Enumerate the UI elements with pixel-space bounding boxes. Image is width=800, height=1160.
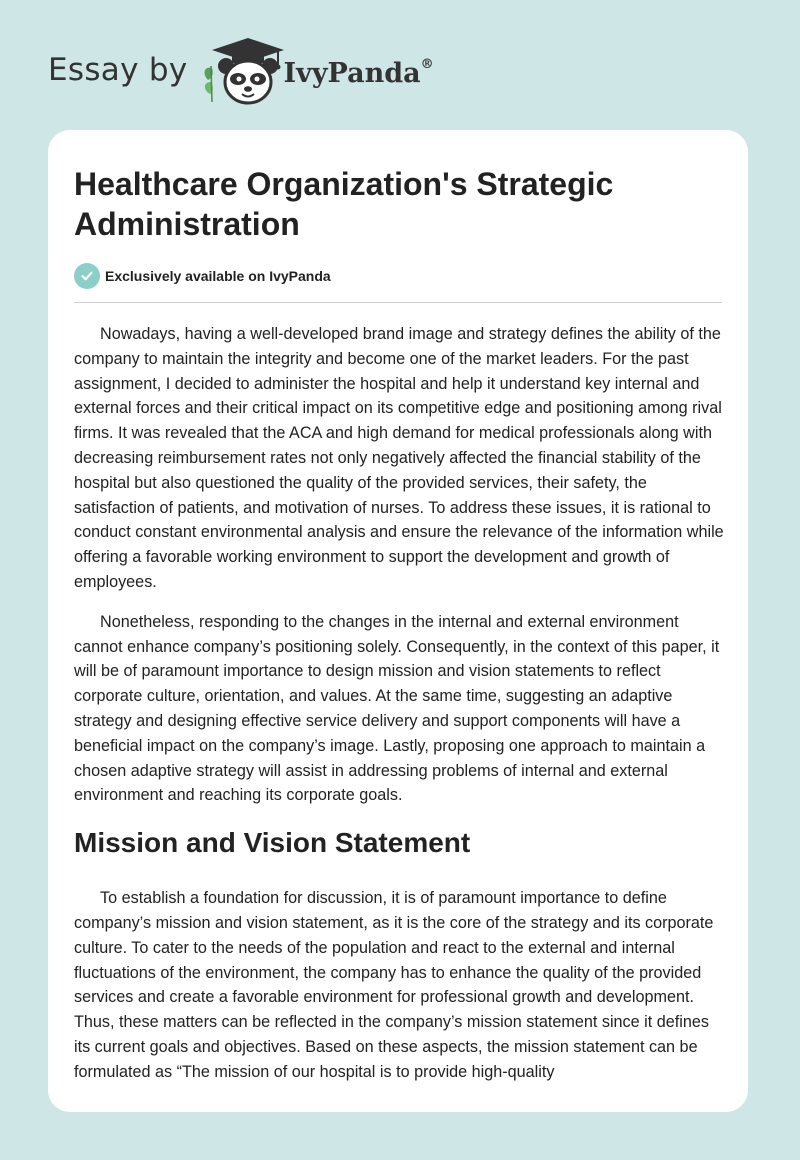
exclusive-badge — [74, 263, 726, 289]
title-divider — [74, 302, 722, 303]
section-paragraph: To establish a foundation for discussion, it is of paramount importance to define company’s mission and vision statement, as it is the core of the strategy and its corporate culture. To cater to the needs of the population and react to the external and internal fluctuations of the environment, the company has to enhance the quality of the provided services and create a favorable environment for professional growth and development. Thus, these matters can be reflected in the company’s mission statement since it defines its current goals and objectives. Based on these aspects, the mission statement can be formulated as “The mission of our hospital is to provide high-quality — [74, 889, 714, 1081]
essay-card — [48, 130, 748, 1112]
brand-name-text: IvyPanda — [283, 57, 421, 89]
site-header — [48, 36, 434, 108]
essay-title: Healthcare Organization's Strategic Administration — [74, 166, 614, 242]
section-heading: Mission and Vision Statement — [74, 827, 471, 859]
essay-by-label: Essay by — [48, 52, 188, 88]
registered-mark: ® — [420, 56, 434, 72]
brand-name[interactable] — [284, 58, 434, 89]
exclusive-badge-label: Exclusively available on IvyPanda — [105, 268, 331, 284]
essay-content — [74, 164, 726, 1085]
body-paragraph: Nowadays, having a well-developed brand image and strategy defines the ability of the company to maintain the integrity and become one of the market leaders. For the past assignment, I decided to administer the hospital and help it understand key internal and external forces and their critical impact on its competitive edge and positioning among rival firms. It was revealed that the ACA and high demand for medical professionals along with decreasing reimbursement rates not only negatively affected the financial stability of the hospital but also questioned the quality of the provided services, their safety, the satisfaction of patients, and motivation of nurses. To address these issues, it is rational to conduct constant environmental analysis and ensure the relevance of the information while offering a favorable working environment to support the development and growth of employees. — [74, 325, 724, 591]
body-paragraph: Nonetheless, responding to the changes in the internal and external environment cannot enhance company’s positioning solely. Consequently, in the context of this paper, it will be of paramount importance to design mission and vision statements to reflect corporate culture, orientation, and values. At the same time, suggesting an adaptive strategy and designing effective service delivery and support components will have a beneficial impact on the company’s image. Lastly, proposing one approach to maintain a chosen adaptive strategy will assist in addressing problems of internal and external environment and reaching its corporate goals. — [74, 612, 720, 805]
graduation-cap-panda-icon[interactable] — [198, 36, 298, 108]
check-circle-icon — [74, 263, 100, 289]
